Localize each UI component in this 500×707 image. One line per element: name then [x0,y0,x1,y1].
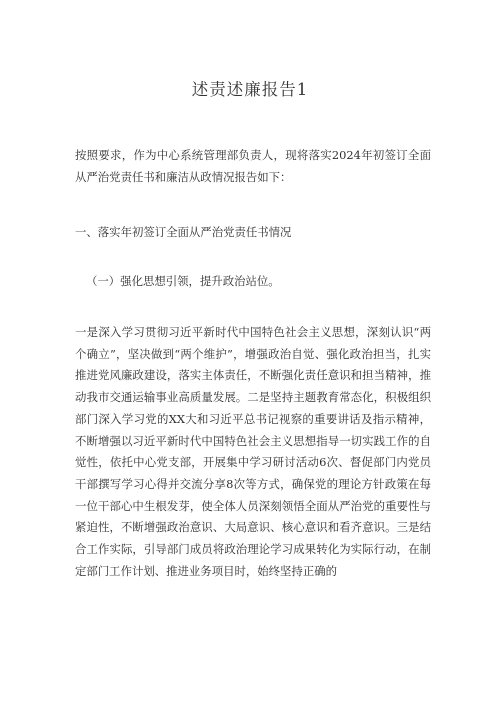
body-paragraph: 一是深入学习贯彻习近平新时代中国特色社会主义思想，深刻认识“两个确立”，坚决做到“两个维护”，增强政治自觉、强化政治担当，扎实推进党风廉政建设，落实主体责任，不断强化责任意识和担当精神，推动我市交通运输事业高质量发展。二是坚持主题教育常态化，积极组织部门深入学习党的XX大和习近平总书记视察的重要讲话及指示精神，不断增强以习近平新时代中国特色社会主义思想指导一切实践工作的自觉性，依托中心党支部，开展集中学习研讨活动6次、督促部门内党员干部撰写学习心得并交流分享8次等方式，确保党的理论方针政策在每一位干部心中生根发芽，使全体人员深刻领悟全面从严治党的重要性与紧迫性，不断增强政治意识、大局意识、核心意识和看齐意识。三是结合工作实际，引导部门成员将政治理论学习成果转化为实际行动，在制定部门工作计划、推进业务项目时，始终坚持正确的 [75,325,431,578]
section-heading-1: 一、落实年初签订全面从严治党责任书情况 [75,225,292,239]
document-title: 述责述廉报告1 [191,80,309,99]
subsection-heading-1: （一）强化思想引领，提升政治站位。 [86,274,280,288]
intro-paragraph: 按照要求，作为中心系统管理部负责人，现将落实2024年初签订全面从严治党责任书和廉洁从政情况报告如下： [75,148,431,184]
